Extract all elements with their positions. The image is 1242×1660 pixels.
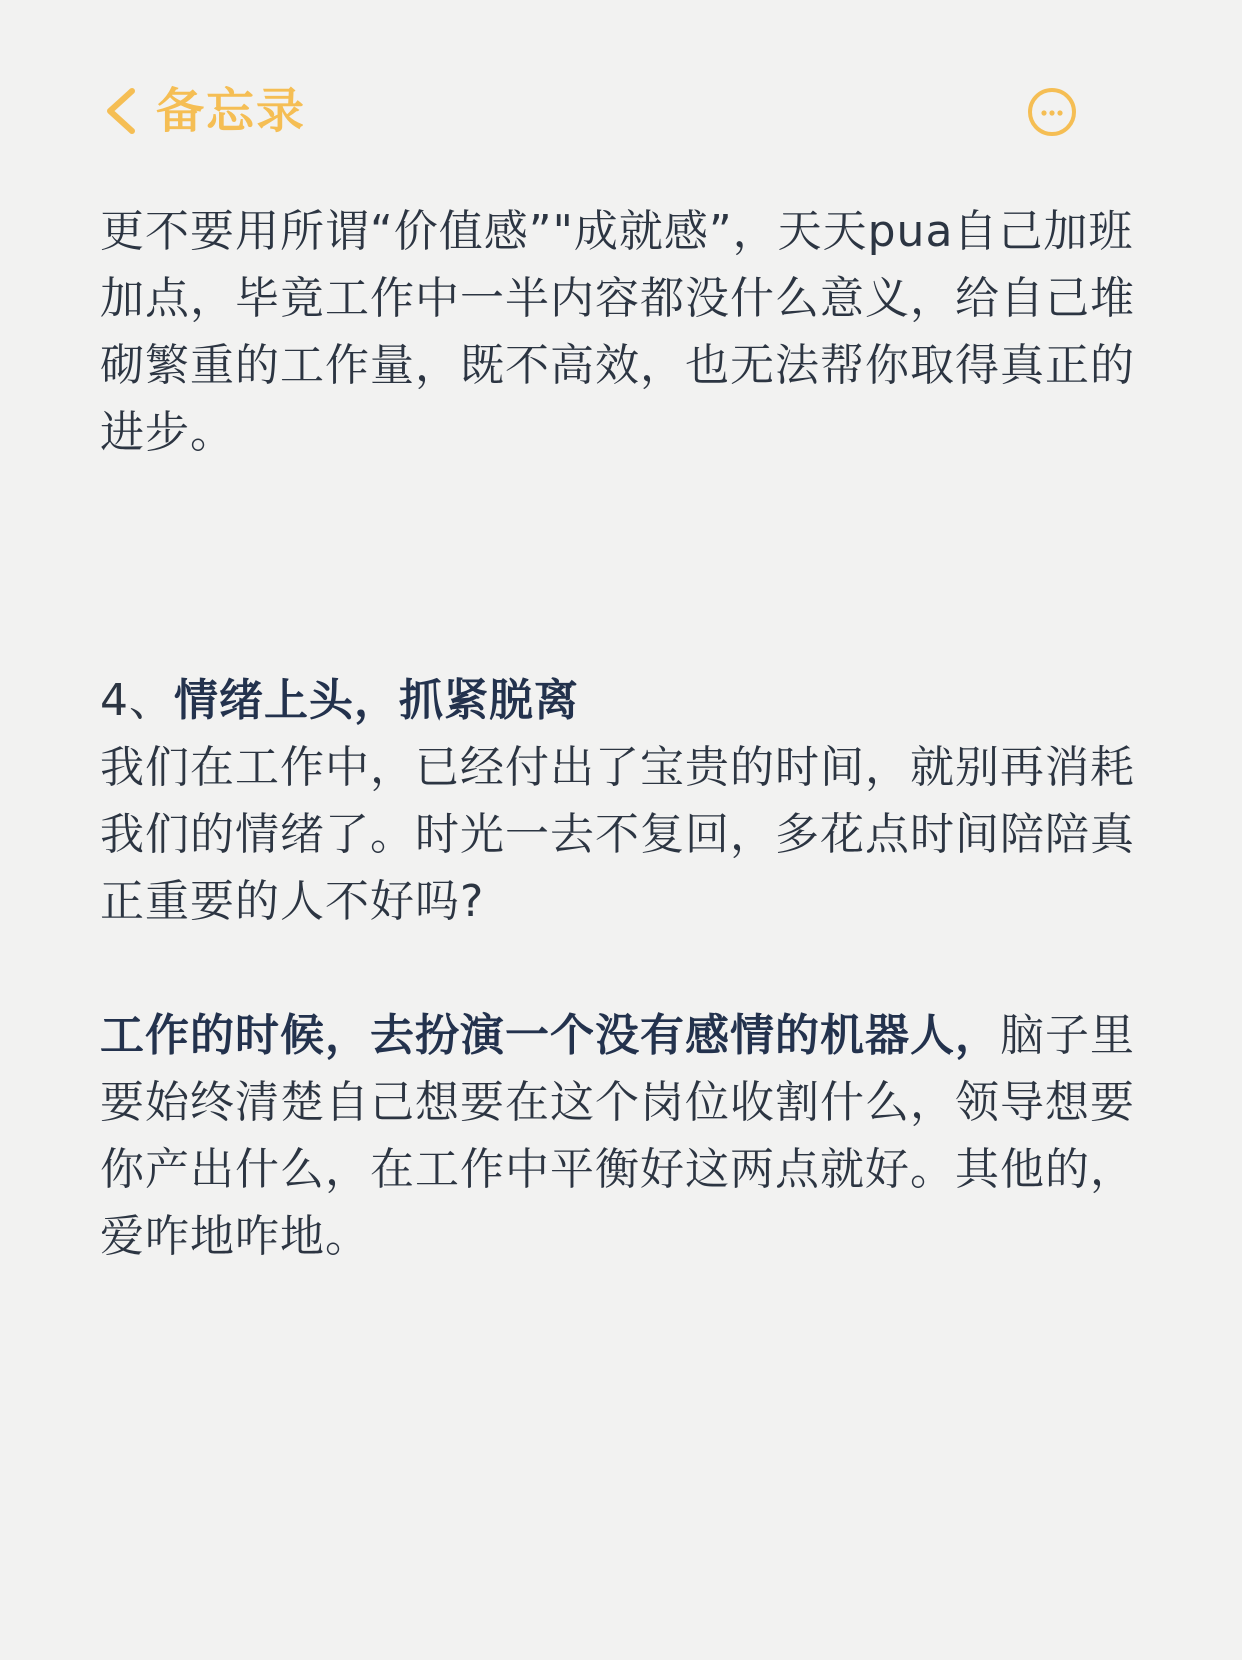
note-section-4 [100, 667, 1140, 935]
section-body: 我们在工作中，已经付出了宝贵的时间，就别再消耗我们的情绪了。时光一去不复回，多花点时间陪陪真正重要的人不好吗? [100, 742, 1135, 927]
chevron-left-icon [100, 81, 144, 141]
note-paragraph [100, 1002, 1140, 1270]
more-horizontal-icon [1026, 86, 1078, 138]
more-options-button[interactable] [1026, 86, 1078, 138]
section-heading: 情绪上头，抓紧脱离 [174, 675, 579, 726]
section-number: 4、 [100, 675, 174, 726]
back-label: 备忘录 [156, 83, 307, 139]
back-button[interactable] [100, 78, 306, 144]
paragraph-body: 脑子里要始终清楚自己想要在这个岗位收割什么，领导想要你产出什么，在工作中平衡好这两点就好。其他的，爱咋地咋地。 [100, 1010, 1135, 1262]
bold-lead-text: 工作的时候，去扮演一个没有感情的机器人， [100, 1010, 1000, 1061]
navigation-bar [0, 0, 1242, 200]
note-body[interactable] [100, 198, 1140, 1270]
note-paragraph: 更不要用所谓“价值感”"成就感”，天天pua自己加班加点，毕竟工作中一半内容都没什么意义，给自己堆砌繁重的工作量，既不高效，也无法帮你取得真正的进步。 [100, 206, 1135, 458]
